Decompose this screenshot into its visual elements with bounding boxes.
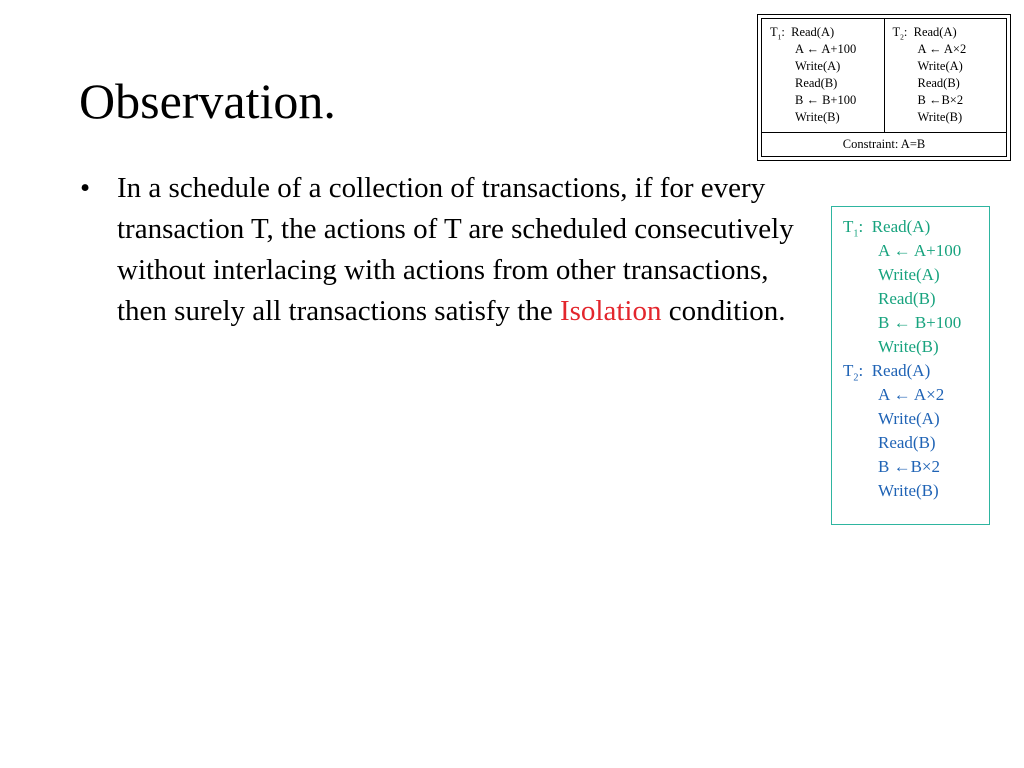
serial-t2-action: Write(B)	[878, 481, 939, 500]
slide-title: Observation.	[79, 73, 336, 129]
serial-t1-sub: 1	[853, 228, 859, 240]
table-t1-first-action: Read(A)	[791, 25, 835, 39]
serial-schedule-box	[831, 206, 990, 525]
isolation-highlight: Isolation	[559, 295, 662, 327]
constraint-label: Constraint: A=B	[842, 137, 926, 151]
serial-t1-action: Write(A)	[878, 265, 940, 284]
serial-t2-action: B ←B×2	[878, 457, 941, 476]
serial-t2-action: Write(A)	[878, 409, 940, 428]
serial-t2-group	[843, 359, 989, 503]
table-t2-column	[884, 19, 1007, 132]
bullet-text-after: condition.	[661, 295, 786, 327]
table-t1-sub: 1	[777, 32, 782, 42]
table-t2-action: Write(B)	[917, 110, 963, 124]
serial-t2-first-action: Read(A)	[871, 361, 931, 380]
table-t2-action: Write(A)	[917, 59, 963, 73]
table-t2-first-action: Read(A)	[913, 25, 957, 39]
table-t2-action: Read(B)	[917, 76, 960, 90]
table-t1-action: Write(B)	[795, 110, 840, 124]
serial-t2-action: A ← A×2	[878, 385, 945, 404]
serial-t2-sub: 2	[853, 372, 859, 384]
serial-t1-name: T	[843, 217, 854, 236]
serial-t1-first-action: Read(A)	[871, 217, 931, 236]
transaction-table-inner	[761, 18, 1007, 157]
serial-t1-action: A ← A+100	[878, 241, 962, 260]
serial-t1-action: Read(B)	[878, 289, 936, 308]
table-t2-action: B ←B×2	[917, 93, 964, 107]
table-t1-action: A ← A+100	[795, 42, 857, 56]
table-t1-action: B ← B+100	[795, 93, 857, 107]
table-t1-name: T	[770, 25, 778, 39]
transaction-columns	[762, 19, 1006, 133]
bullet-text-before: In a schedule of a collection of transactions, if for every transaction T, the actions of T are scheduled consecutively without interlacing with actions from other transactions, then surely all transactions satisfy the	[117, 172, 794, 327]
serial-t1-header: $T_1$: Read(A)	[843, 217, 931, 240]
table-t2-name: T	[892, 25, 901, 39]
table-t1-action: Write(A)	[795, 59, 841, 73]
table-t1-column	[762, 19, 884, 132]
serial-t1-group	[843, 215, 989, 359]
transaction-table	[757, 14, 1011, 161]
serial-t1-action: B ← B+100	[878, 313, 962, 332]
bullet-text	[117, 168, 800, 332]
serial-t2-header: $T_2$: Read(A)	[843, 361, 931, 384]
table-t2-sub: 2	[900, 32, 904, 42]
serial-t1-action: Write(B)	[878, 337, 939, 356]
serial-t2-action: Read(B)	[878, 433, 936, 452]
table-t1-action: Read(B)	[795, 76, 838, 90]
table-t1-header: $T_1$: Read(A)	[770, 25, 835, 42]
bullet-item	[80, 168, 800, 332]
table-t2-action: A ← A×2	[917, 42, 967, 56]
bullet-marker: •	[80, 172, 91, 204]
table-t2-header: $T_2$: Read(A)	[892, 25, 957, 42]
serial-t2-name: T	[843, 361, 854, 380]
